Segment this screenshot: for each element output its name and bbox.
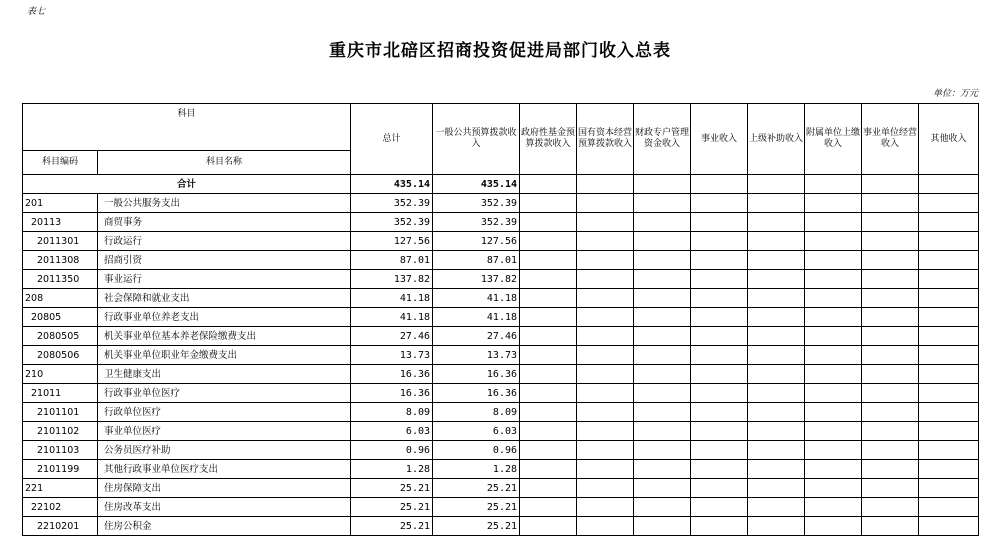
- empty-cell: [919, 441, 979, 460]
- row-total: 13.73: [351, 346, 433, 365]
- table-tag: 表七: [27, 7, 46, 17]
- empty-cell: [805, 384, 862, 403]
- empty-cell: [577, 175, 634, 194]
- row-total: 6.03: [351, 422, 433, 441]
- row-total: 352.39: [351, 194, 433, 213]
- empty-cell: [691, 460, 748, 479]
- row-total: 16.36: [351, 365, 433, 384]
- row-code: 208: [23, 289, 98, 308]
- table-row: [23, 517, 979, 536]
- empty-cell: [805, 289, 862, 308]
- total-label: 合计: [23, 175, 351, 194]
- row-gpb: 1.28: [433, 460, 520, 479]
- empty-cell: [520, 365, 577, 384]
- empty-cell: [577, 289, 634, 308]
- empty-cell: [577, 460, 634, 479]
- empty-cell: [919, 270, 979, 289]
- empty-cell: [805, 213, 862, 232]
- empty-cell: [748, 308, 805, 327]
- row-total: 41.18: [351, 308, 433, 327]
- empty-cell: [520, 270, 577, 289]
- empty-cell: [691, 251, 748, 270]
- empty-cell: [862, 422, 919, 441]
- empty-cell: [520, 346, 577, 365]
- empty-cell: [634, 498, 691, 517]
- empty-cell: [577, 403, 634, 422]
- empty-cell: [520, 460, 577, 479]
- empty-cell: [862, 175, 919, 194]
- row-gpb: 127.56: [433, 232, 520, 251]
- empty-cell: [862, 384, 919, 403]
- table-row: [23, 213, 979, 232]
- empty-cell: [862, 517, 919, 536]
- empty-cell: [691, 346, 748, 365]
- empty-cell: [520, 251, 577, 270]
- table-row: [23, 251, 979, 270]
- empty-cell: [634, 308, 691, 327]
- empty-cell: [919, 232, 979, 251]
- empty-cell: [805, 517, 862, 536]
- empty-cell: [691, 403, 748, 422]
- header-total: 总计: [351, 104, 433, 175]
- empty-cell: [919, 479, 979, 498]
- row-code: 2011301: [23, 232, 98, 251]
- empty-cell: [862, 289, 919, 308]
- empty-cell: [520, 308, 577, 327]
- header-operating: 事业单位经营收入: [862, 104, 919, 175]
- empty-cell: [862, 441, 919, 460]
- empty-cell: [634, 251, 691, 270]
- empty-cell: [577, 422, 634, 441]
- row-code: 210: [23, 365, 98, 384]
- empty-cell: [691, 194, 748, 213]
- row-total: 0.96: [351, 441, 433, 460]
- empty-cell: [577, 517, 634, 536]
- empty-cell: [805, 327, 862, 346]
- empty-cell: [748, 232, 805, 251]
- empty-cell: [862, 403, 919, 422]
- empty-cell: [805, 175, 862, 194]
- empty-cell: [748, 365, 805, 384]
- row-name: 行政单位医疗: [98, 403, 351, 422]
- row-name: 行政事业单位医疗: [98, 384, 351, 403]
- empty-cell: [748, 384, 805, 403]
- page-title: 重庆市北碚区招商投资促进局部门收入总表: [329, 41, 671, 61]
- empty-cell: [634, 365, 691, 384]
- empty-cell: [520, 232, 577, 251]
- row-name: 一般公共服务支出: [98, 194, 351, 213]
- row-gpb: 41.18: [433, 308, 520, 327]
- empty-cell: [862, 327, 919, 346]
- header-code: 科目编码: [23, 151, 98, 175]
- empty-cell: [805, 498, 862, 517]
- empty-cell: [748, 479, 805, 498]
- table-row: [23, 194, 979, 213]
- row-name: 机关事业单位职业年金缴费支出: [98, 346, 351, 365]
- empty-cell: [634, 327, 691, 346]
- row-gpb: 352.39: [433, 213, 520, 232]
- row-gpb: 352.39: [433, 194, 520, 213]
- empty-cell: [805, 194, 862, 213]
- empty-cell: [919, 251, 979, 270]
- empty-cell: [691, 175, 748, 194]
- row-total: 41.18: [351, 289, 433, 308]
- row-total: 16.36: [351, 384, 433, 403]
- row-total: 25.21: [351, 479, 433, 498]
- empty-cell: [862, 270, 919, 289]
- empty-cell: [805, 403, 862, 422]
- row-name: 住房公积金: [98, 517, 351, 536]
- row-gpb: 27.46: [433, 327, 520, 346]
- empty-cell: [634, 270, 691, 289]
- empty-cell: [577, 327, 634, 346]
- empty-cell: [862, 232, 919, 251]
- row-name: 事业运行: [98, 270, 351, 289]
- table-row: [23, 365, 979, 384]
- row-name: 机关事业单位基本养老保险缴费支出: [98, 327, 351, 346]
- empty-cell: [691, 289, 748, 308]
- empty-cell: [691, 517, 748, 536]
- header-business: 事业收入: [691, 104, 748, 175]
- empty-cell: [634, 289, 691, 308]
- empty-cell: [919, 308, 979, 327]
- empty-cell: [805, 270, 862, 289]
- row-gpb: 6.03: [433, 422, 520, 441]
- empty-cell: [520, 327, 577, 346]
- table-row: [23, 308, 979, 327]
- empty-cell: [634, 517, 691, 536]
- table-row: [23, 384, 979, 403]
- empty-cell: [919, 346, 979, 365]
- empty-cell: [634, 213, 691, 232]
- empty-cell: [919, 327, 979, 346]
- empty-cell: [805, 441, 862, 460]
- empty-cell: [577, 441, 634, 460]
- empty-cell: [691, 384, 748, 403]
- table-row: [23, 270, 979, 289]
- empty-cell: [805, 479, 862, 498]
- row-code: 2101199: [23, 460, 98, 479]
- empty-cell: [577, 194, 634, 213]
- empty-cell: [634, 441, 691, 460]
- table-row: [23, 460, 979, 479]
- empty-cell: [691, 365, 748, 384]
- empty-cell: [919, 498, 979, 517]
- row-gpb: 25.21: [433, 479, 520, 498]
- empty-cell: [805, 460, 862, 479]
- empty-cell: [862, 460, 919, 479]
- row-total: 352.39: [351, 213, 433, 232]
- row-name: 行政事业单位养老支出: [98, 308, 351, 327]
- header-gov-fund: 政府性基金预算拨款收入: [520, 104, 577, 175]
- empty-cell: [862, 213, 919, 232]
- row-gpb: 87.01: [433, 251, 520, 270]
- empty-cell: [691, 213, 748, 232]
- empty-cell: [805, 422, 862, 441]
- empty-cell: [577, 308, 634, 327]
- row-gpb: 0.96: [433, 441, 520, 460]
- empty-cell: [748, 175, 805, 194]
- table-row: [23, 289, 979, 308]
- empty-cell: [691, 422, 748, 441]
- row-gpb: 16.36: [433, 384, 520, 403]
- table-row: [23, 479, 979, 498]
- table-row: [23, 346, 979, 365]
- empty-cell: [520, 403, 577, 422]
- unit-label: 单位：万元: [932, 89, 978, 99]
- empty-cell: [919, 194, 979, 213]
- row-gpb: 16.36: [433, 365, 520, 384]
- table-row: [23, 422, 979, 441]
- row-code: 22102: [23, 498, 98, 517]
- table-row: [23, 403, 979, 422]
- row-total: 25.21: [351, 498, 433, 517]
- empty-cell: [748, 270, 805, 289]
- total-row: [23, 175, 979, 194]
- empty-cell: [748, 289, 805, 308]
- total-gpb: 435.14: [433, 175, 520, 194]
- empty-cell: [748, 460, 805, 479]
- row-code: 2101103: [23, 441, 98, 460]
- empty-cell: [577, 346, 634, 365]
- empty-cell: [748, 441, 805, 460]
- row-code: 2080506: [23, 346, 98, 365]
- row-code: 2101102: [23, 422, 98, 441]
- empty-cell: [520, 517, 577, 536]
- table-row: [23, 232, 979, 251]
- empty-cell: [577, 498, 634, 517]
- row-total: 8.09: [351, 403, 433, 422]
- header-name: 科目名称: [98, 151, 351, 175]
- row-gpb: 8.09: [433, 403, 520, 422]
- row-name: 其他行政事业单位医疗支出: [98, 460, 351, 479]
- row-name: 卫生健康支出: [98, 365, 351, 384]
- empty-cell: [577, 232, 634, 251]
- row-gpb: 25.21: [433, 498, 520, 517]
- empty-cell: [862, 346, 919, 365]
- empty-cell: [634, 403, 691, 422]
- header-affiliated: 附属单位上缴收入: [805, 104, 862, 175]
- row-name: 事业单位医疗: [98, 422, 351, 441]
- empty-cell: [919, 175, 979, 194]
- empty-cell: [919, 289, 979, 308]
- empty-cell: [634, 422, 691, 441]
- empty-cell: [805, 346, 862, 365]
- row-total: 127.56: [351, 232, 433, 251]
- empty-cell: [862, 498, 919, 517]
- header-fiscal-special: 财政专户管理资金收入: [634, 104, 691, 175]
- empty-cell: [634, 232, 691, 251]
- row-total: 25.21: [351, 517, 433, 536]
- table-row: [23, 327, 979, 346]
- row-name: 招商引资: [98, 251, 351, 270]
- empty-cell: [634, 384, 691, 403]
- row-total: 137.82: [351, 270, 433, 289]
- row-code: 21011: [23, 384, 98, 403]
- empty-cell: [577, 270, 634, 289]
- empty-cell: [634, 460, 691, 479]
- empty-cell: [520, 479, 577, 498]
- empty-cell: [862, 308, 919, 327]
- row-name: 住房改革支出: [98, 498, 351, 517]
- empty-cell: [748, 422, 805, 441]
- empty-cell: [577, 365, 634, 384]
- empty-cell: [919, 460, 979, 479]
- empty-cell: [805, 365, 862, 384]
- empty-cell: [520, 289, 577, 308]
- empty-cell: [748, 403, 805, 422]
- row-code: 2210201: [23, 517, 98, 536]
- empty-cell: [862, 251, 919, 270]
- row-gpb: 137.82: [433, 270, 520, 289]
- row-code: 2080505: [23, 327, 98, 346]
- empty-cell: [520, 213, 577, 232]
- row-gpb: 41.18: [433, 289, 520, 308]
- empty-cell: [691, 270, 748, 289]
- empty-cell: [577, 251, 634, 270]
- empty-cell: [577, 384, 634, 403]
- row-name: 社会保障和就业支出: [98, 289, 351, 308]
- empty-cell: [691, 232, 748, 251]
- empty-cell: [520, 498, 577, 517]
- header-gpb: 一般公共预算拨款收入: [433, 104, 520, 175]
- empty-cell: [691, 327, 748, 346]
- header-soe-capital: 国有资本经营预算拨款收入: [577, 104, 634, 175]
- row-total: 1.28: [351, 460, 433, 479]
- empty-cell: [577, 213, 634, 232]
- empty-cell: [691, 498, 748, 517]
- empty-cell: [691, 441, 748, 460]
- row-code: 201: [23, 194, 98, 213]
- row-name: 商贸事务: [98, 213, 351, 232]
- row-name: 行政运行: [98, 232, 351, 251]
- empty-cell: [919, 403, 979, 422]
- row-code: 221: [23, 479, 98, 498]
- empty-cell: [634, 194, 691, 213]
- empty-cell: [919, 384, 979, 403]
- header-subject: 科目: [23, 104, 351, 151]
- empty-cell: [919, 365, 979, 384]
- row-gpb: 13.73: [433, 346, 520, 365]
- row-gpb: 25.21: [433, 517, 520, 536]
- empty-cell: [748, 251, 805, 270]
- empty-cell: [805, 232, 862, 251]
- empty-cell: [805, 308, 862, 327]
- table-row: [23, 498, 979, 517]
- row-code: 2101101: [23, 403, 98, 422]
- empty-cell: [862, 365, 919, 384]
- empty-cell: [634, 346, 691, 365]
- empty-cell: [691, 479, 748, 498]
- table-row: [23, 441, 979, 460]
- row-code: 2011350: [23, 270, 98, 289]
- empty-cell: [577, 479, 634, 498]
- row-code: 20113: [23, 213, 98, 232]
- total-sum: 435.14: [351, 175, 433, 194]
- empty-cell: [520, 422, 577, 441]
- row-name: 住房保障支出: [98, 479, 351, 498]
- row-total: 87.01: [351, 251, 433, 270]
- empty-cell: [634, 479, 691, 498]
- row-total: 27.46: [351, 327, 433, 346]
- row-code: 20805: [23, 308, 98, 327]
- empty-cell: [805, 251, 862, 270]
- row-name: 公务员医疗补助: [98, 441, 351, 460]
- header-superior-subsidy: 上级补助收入: [748, 104, 805, 175]
- empty-cell: [919, 422, 979, 441]
- empty-cell: [862, 194, 919, 213]
- empty-cell: [748, 327, 805, 346]
- empty-cell: [748, 213, 805, 232]
- empty-cell: [862, 479, 919, 498]
- empty-cell: [520, 175, 577, 194]
- empty-cell: [520, 384, 577, 403]
- row-code: 2011308: [23, 251, 98, 270]
- revenue-table: [22, 103, 979, 536]
- empty-cell: [748, 194, 805, 213]
- empty-cell: [919, 213, 979, 232]
- empty-cell: [748, 498, 805, 517]
- empty-cell: [634, 175, 691, 194]
- empty-cell: [520, 194, 577, 213]
- empty-cell: [691, 308, 748, 327]
- empty-cell: [520, 441, 577, 460]
- empty-cell: [748, 517, 805, 536]
- empty-cell: [919, 517, 979, 536]
- empty-cell: [748, 346, 805, 365]
- header-other: 其他收入: [919, 104, 979, 175]
